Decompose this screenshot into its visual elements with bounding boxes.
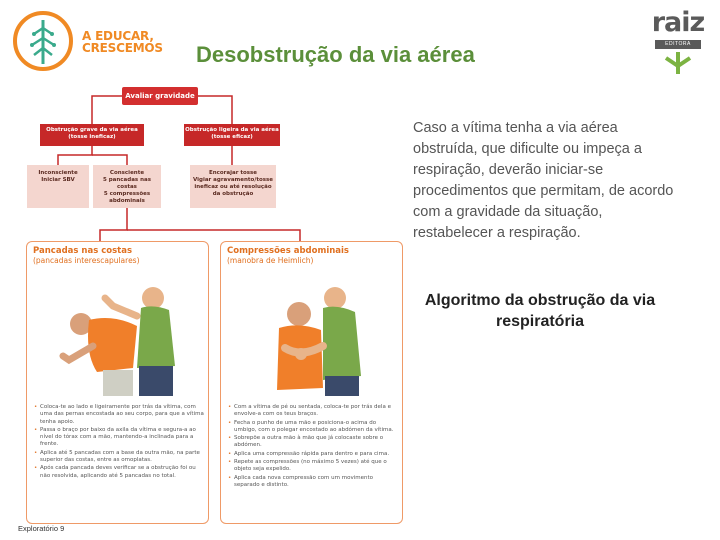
list-item: • Aplica cada nova compressão com um movimento separado e distinto. [228, 475, 400, 490]
flow-encorajar-tosse [190, 165, 276, 208]
flow-obstrucao-grave-line1: Obstrução grave da via aérea [46, 127, 138, 133]
flow-consciente-line1: Consciente [109, 170, 145, 176]
logo-right [648, 8, 708, 74]
list-item: • Com a vítima de pé ou sentada, coloca-te por trás dela e envolve-a com os teus braços. [228, 404, 400, 419]
flow-consciente-line2: 5 pancadas nas costas [102, 177, 151, 190]
list-item: • Coloca-te ao lado e ligeiramente por trás da vítima, com uma das pernas encostada ao seu corpo, para que a vítima tenha apoio. [34, 404, 206, 426]
list-item: • Passa o braço por baixo da axila da vítima e segura-a ao nível do tórax com a mão, mantendo-a inclinada para a frente. [34, 427, 206, 449]
flow-inconsciente-line1: Inconsciente [38, 170, 78, 176]
panel-pancadas-costas [26, 241, 209, 524]
logo-arrow-icon [662, 52, 694, 74]
flow-consciente-line4: abdominais [109, 198, 145, 204]
algorithm-caption: Algoritmo da obstrução da via respiratória [424, 292, 656, 330]
panel-right-steps [228, 404, 400, 490]
flow-inconsciente-line2: Iniciar SBV [41, 177, 75, 183]
logo-line-2: CRESCEMOS [82, 41, 163, 55]
list-item: • Sobrepõe a outra mão à mão que já colocaste sobre o abdómen. [228, 435, 400, 450]
list-item: • Aplica uma compressão rápida para dentro e para cima. [228, 451, 400, 458]
logo-right-word: raiz [651, 7, 705, 38]
panel-right-subtitle: (manobra de Heimlich) [227, 256, 314, 265]
flow-obstrucao-ligeira [184, 124, 280, 146]
list-item: • Repete as compressões (no máximo 5 vezes) até que o objeto seja expelido. [228, 459, 400, 474]
list-item: • Fecha o punho de uma mão e posiciona-o acima do umbigo, com o polegar encostado ao abdómen da vítima. [228, 420, 400, 435]
panel-left-title: Pancadas nas costas [33, 246, 133, 256]
list-item: • Aplica até 5 pancadas com a base da outra mão, na parte superior das costas, entre as omoplatas. [34, 450, 206, 465]
intro-paragraph: Caso a vítima tenha a via aérea obstruída, que dificulte ou impeça a respiração, deverão iniciar-se procedimentos que permitam, de acordo com a gravidade da situação, restabelecer a respiração. [413, 120, 674, 241]
back-blows-illustration [33, 276, 203, 396]
flow-avaliar-gravidade: Avaliar gravidade [122, 87, 198, 105]
panel-compressoes-abdominais [220, 241, 403, 524]
panel-left-subtitle: (pancadas interescapulares) [33, 256, 140, 265]
flow-obstrucao-ligeira-line2: (tosse eficaz) [211, 134, 253, 140]
flow-encorajar-line4: da obstrução [212, 191, 254, 197]
flow-encorajar-line3: ineficaz ou até resolução [194, 184, 272, 190]
flow-encorajar-line2: Vigiar agravamento/tosse [192, 177, 274, 183]
page-title: Desobstrução da via aérea [196, 42, 475, 67]
footer-source: Exploratório 9 [18, 524, 65, 533]
list-item: • Após cada pancada deves verificar se a obstrução foi ou não resolvida, aplicando até 5 pancadas no total. [34, 465, 206, 480]
panel-left-steps [34, 404, 206, 481]
flow-consciente [93, 165, 161, 208]
flow-consciente-line3: 5 compressões [103, 191, 151, 197]
logo-right-sub: EDITORA [655, 40, 701, 49]
logo-line-1: A EDUCAR, [82, 29, 154, 43]
panel-right-title: Compressões abdominais [227, 246, 349, 256]
flow-obstrucao-ligeira-line1: Obstrução ligeira da via aérea [185, 127, 279, 133]
flow-inconsciente [27, 165, 89, 208]
heimlich-illustration [227, 276, 397, 396]
flow-encorajar-line1: Encorajar tosse [208, 170, 258, 176]
flow-obstrucao-grave [40, 124, 144, 146]
flow-obstrucao-grave-line2: (tosse ineficaz) [68, 134, 116, 140]
